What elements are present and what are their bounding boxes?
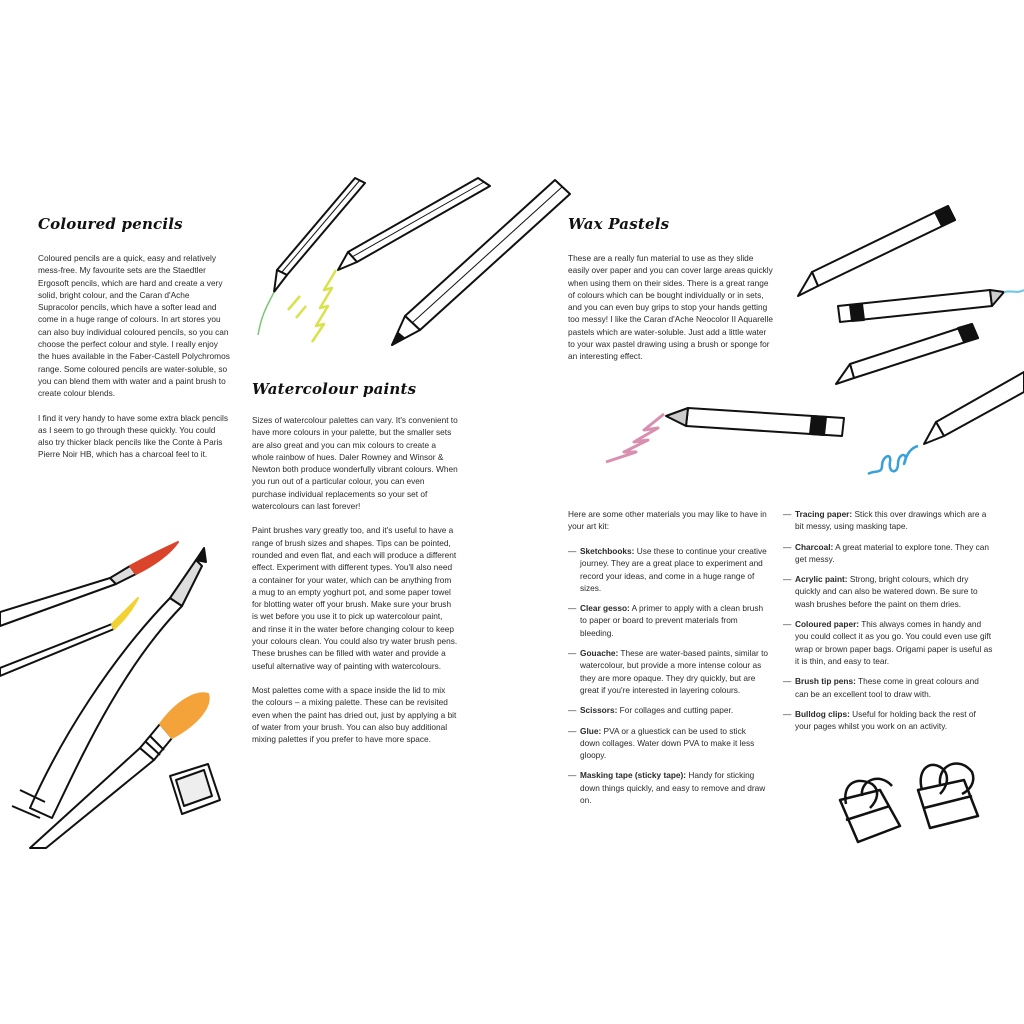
list-item: — Masking tape (sticky tape): Handy for sticking down things quickly, and easy to remove and draw on.: [568, 770, 766, 806]
coloured-pencils-text: [38, 252, 230, 473]
wax-pastel-icon: [924, 372, 1024, 444]
item-term: Sketchbooks:: [580, 546, 635, 556]
watercolour-paints-text: [252, 414, 458, 757]
item-term: Clear gesso:: [580, 603, 630, 614]
cyan-scribble: [1004, 290, 1024, 292]
item-text: Useful for holding back the rest of your pages whilst you work on an activity.: [795, 708, 976, 732]
item-term: Coloured paper:: [795, 619, 860, 630]
bulldog-clip-illustration: [840, 763, 978, 842]
item-term: Scissors:: [580, 705, 618, 716]
list-item: — Bulldog clips: Useful for holding back the rest of your pages whilst you work on an activity.: [783, 708, 976, 732]
item-text: These come in great colours and can be an excellent tool to draw with.: [795, 676, 979, 699]
paragraph: I find it very handy to have some extra black pencils as I seem to go through these quickly. You could also try thicker black pencils like the Conte à Paris Pierre Noir HB, which has a charcoal feel to it.: [38, 412, 229, 460]
yellow-scribble: [288, 270, 336, 342]
item-term: Masking tape (sticky tape):: [580, 770, 687, 781]
wax-pastel-icon: [666, 408, 844, 436]
paragraph: Coloured pencils are a quick, easy and relatively mess-free. My favourite sets are the Staedtler Ergosoft pencils, which are hard and create a very solid, bright colour, and the Caran d'Ache Supracolor pencils, which have a softer lead and come in a huge range of colours. In art stores you can also buy individual coloured pencils, so you can choose the perfect colour and style. I really enjoy the hues available in the Faber-Castell Polychromos range. Some coloured pencils are water-soluble, so you can blend them with water and a paint brush to create colour blends.: [38, 253, 230, 399]
item-term: Charcoal:: [795, 541, 834, 552]
bulldog-clip-icon: [918, 763, 978, 828]
green-scribble: [258, 292, 274, 335]
pencil-illustration: [258, 178, 570, 345]
item-text: A primer to apply with a clean brush to paper or board to prevent materials from bleeding.: [580, 603, 764, 638]
wax-pastel-icon: [798, 206, 955, 296]
list-item: — Glue: PVA or a gluestick can be used to stick down collages. Water down PVA to make it less gloopy.: [568, 725, 755, 761]
water-container-icon: [170, 764, 220, 814]
list-item: — Clear gesso: A primer to apply with a clean brush to paper or board to prevent materials from bleeding.: [568, 603, 764, 638]
item-text: Use these to continue your creative journey. They are a great place to experiment and record your ideas, and come in a huge range of sizes.: [580, 546, 767, 593]
item-term: Bulldog clips:: [795, 708, 850, 719]
item-term: Brush tip pens:: [795, 676, 856, 687]
item-text: Handy for sticking down things quickly, and easy to remove and draw on.: [580, 770, 766, 806]
item-term: Tracing paper:: [795, 509, 853, 519]
wax-pastels-heading: Wax Pastels: [568, 215, 670, 233]
list-item: — Scissors: For collages and cutting paper.: [568, 705, 734, 716]
item-text: Stick this over drawings which are a bit messy, using masking tape.: [795, 509, 987, 532]
list-item: — Sketchbooks: Use these to continue your creative journey. They are a great place to experiment and record your ideas, and come in a huge range of sizes.: [568, 546, 767, 593]
materials-intro: [568, 508, 768, 545]
wax-pastel-icon: [836, 324, 978, 384]
materials-list-column-2: [783, 508, 993, 740]
item-text: A great material to explore tone. They can get messy.: [795, 541, 990, 564]
item-term: Gouache:: [580, 648, 619, 659]
paintbrush-illustration: [0, 542, 220, 848]
coloured-pencils-heading: Coloured pencils: [38, 215, 183, 233]
wax-pastels-text: [568, 252, 774, 375]
pencil-icon: [274, 178, 365, 292]
item-text: This always comes in handy and you could collect it as you go. You could even use gift wrap or brown paper bags. Origami paper is useful as it is thin, and easy to tear.: [795, 619, 993, 666]
pencil-icon: [338, 178, 490, 270]
materials-list-column-1: [568, 545, 768, 814]
paragraph: Sizes of watercolour palettes can vary. It's convenient to have more colours in your palette, but the smaller sets are also great and you can mix colours to create a whole rainbow of hues. Daler Rowney and Winsor & Newton both produce wonderfully vibrant colours. When you run out of a particular colour, you can even purchase individual replacements so your set of watercolours can last forever!: [252, 415, 458, 512]
item-term: Acrylic paint:: [795, 574, 848, 585]
list-item: — Acrylic paint: Strong, bright colours, which dry quickly and can also be watered down. Be sure to wash brushes before the paint on them dries.: [783, 574, 978, 609]
list-item: — Brush tip pens: These come in great colours and can be an excellent tool to draw with.: [783, 676, 979, 699]
item-term: Glue:: [580, 725, 602, 736]
list-item: — Gouache: These are water-based paints, similar to watercolour, but provide a more intense colour as they are more opaque. They dry quickly, but are great if you're interested in layering colours.: [568, 648, 768, 695]
paragraph: Here are some other materials you may like to have in your art kit:: [568, 509, 767, 532]
watercolour-paints-heading: Watercolour paints: [252, 380, 417, 398]
blue-scribble: [868, 446, 918, 474]
item-text: Strong, bright colours, which dry quickly and can also be watered down. Be sure to wash brushes before the paint on them dries.: [795, 574, 978, 609]
item-text: For collages and cutting paper.: [619, 705, 734, 716]
paragraph: These are a really fun material to use as they slide easily over paper and you can cover large areas quickly when using them on their sides. There is a great range of colours which can be bought individually or in sets, and you can even buy grips to stop your hands getting too messy! I like the Caran d'Ache Neocolor II Aquarelle pastels which are water-soluble. Just add a little water to your wax pastel drawing using a brush or sponge for an interesting effect.: [568, 253, 773, 362]
item-text: PVA or a gluestick can be used to stick down collages. Water down PVA to make it less gloopy.: [580, 725, 755, 761]
wax-pastel-icon: [838, 290, 1004, 322]
list-item: — Tracing paper: Stick this over drawings which are a bit messy, using masking tape.: [783, 509, 987, 532]
paragraph: Most palettes come with a space inside the lid to mix the colours – a mixing palette. These can be revisited even when the paint has dried out, just by applying a bit of water from your brush. You can also buy additional mixing palettes if you prefer to have more space.: [252, 684, 457, 745]
list-item: — Coloured paper: This always comes in handy and you could collect it as you go. You could even use gift wrap or brown paper bags. Origami paper is useful as it is thin, and easy to tear.: [783, 619, 993, 666]
list-item: — Charcoal: A great material to explore tone. They can get messy.: [783, 541, 990, 564]
pink-scribble: [606, 414, 664, 462]
paintbrush-icon: [0, 542, 178, 626]
paragraph: Paint brushes vary greatly too, and it's useful to have a range of brush sizes and shapes. Tips can be pointed, rounded and even flat, and each will produce a different effect. Experiment with different types. You'll also need a container for your water, which can be anything from a mug to an empty yoghurt pot, and some paper towel for blotting water off your brush. Make sure your brush is wet before you use it to pick up watercolour paint, and rinse it in the water before changing colour to keep your colours clean. You could also try water brush pens. These brushes can be filled with water and provide a useful alternative way of painting with watercolours.: [252, 525, 458, 671]
pencil-icon: [392, 180, 570, 345]
bulldog-clip-icon: [840, 779, 900, 842]
item-text: These are water-based paints, similar to watercolour, but provide a more intense colour as they are more opaque. They dry quickly, but are great if you're interested in layering colours.: [580, 648, 768, 695]
